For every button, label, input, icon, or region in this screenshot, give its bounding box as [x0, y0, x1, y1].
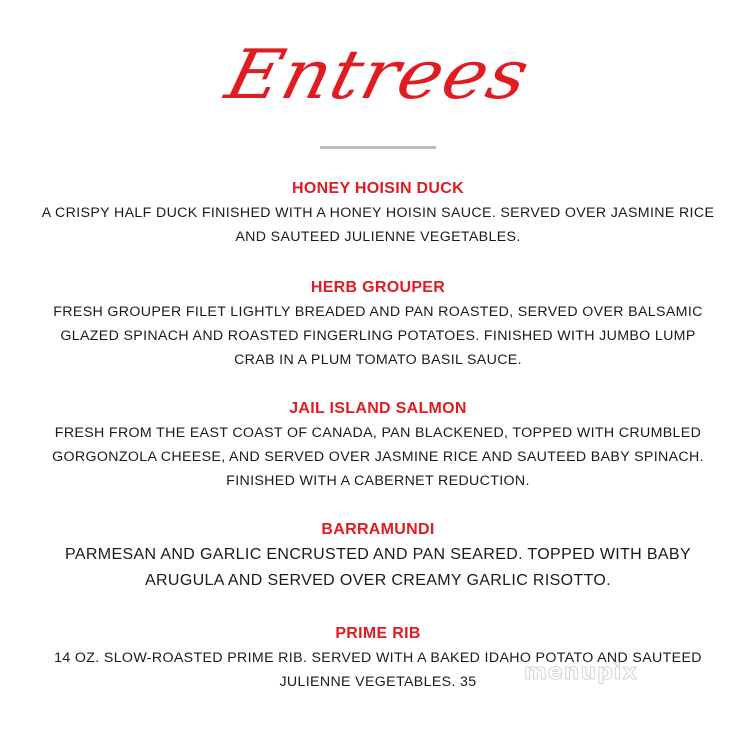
menu-item	[30, 278, 726, 372]
dish-name: JAIL ISLAND SALMON	[289, 400, 467, 417]
page-title: Entrees	[218, 35, 538, 115]
dish-name: HONEY HOISIN DUCK	[292, 180, 464, 197]
menu-item	[30, 179, 726, 249]
title-divider	[320, 146, 436, 149]
dish-description: FRESH GROUPER FILET LIGHTLY BREADED AND PAN ROASTED, SERVED OVER BALSAMIC GLAZED SPINACH AND ROASTED FINGERLING POTATOES. FINISHED WITH JUMBO LUMP CRAB IN A PLUM TOMATO BASIL SAUCE.	[53, 304, 703, 368]
dish-description: 14 OZ. SLOW-ROASTED PRIME RIB. SERVED WITH A BAKED IDAHO POTATO AND SAUTEED JULIENNE VEGETABLES. 35	[54, 650, 702, 690]
dish-name: PRIME RIB	[335, 625, 421, 642]
dish-description: PARMESAN AND GARLIC ENCRUSTED AND PAN SEARED. TOPPED WITH BABY ARUGULA AND SERVED OVER CREAMY GARLIC RISOTTO.	[65, 546, 691, 589]
dish-name: HERB GROUPER	[310, 279, 446, 296]
watermark: menupix	[524, 660, 638, 685]
dish-description: FRESH FROM THE EAST COAST OF CANADA, PAN BLACKENED, TOPPED WITH CRUMBLED GORGONZOLA CHEESE, AND SERVED OVER JASMINE RICE AND SAUTEED BABY SPINACH. FINISHED WITH A CABERNET REDUCTION.	[52, 425, 704, 489]
dish-description: A CRISPY HALF DUCK FINISHED WITH A HONEY HOISIN SAUCE. SERVED OVER JASMINE RICE AND SAUTEED JULIENNE VEGETABLES.	[41, 205, 715, 245]
menu-item	[30, 520, 726, 594]
dish-name: BARRAMUNDI	[321, 521, 435, 538]
menu-item	[30, 399, 726, 493]
